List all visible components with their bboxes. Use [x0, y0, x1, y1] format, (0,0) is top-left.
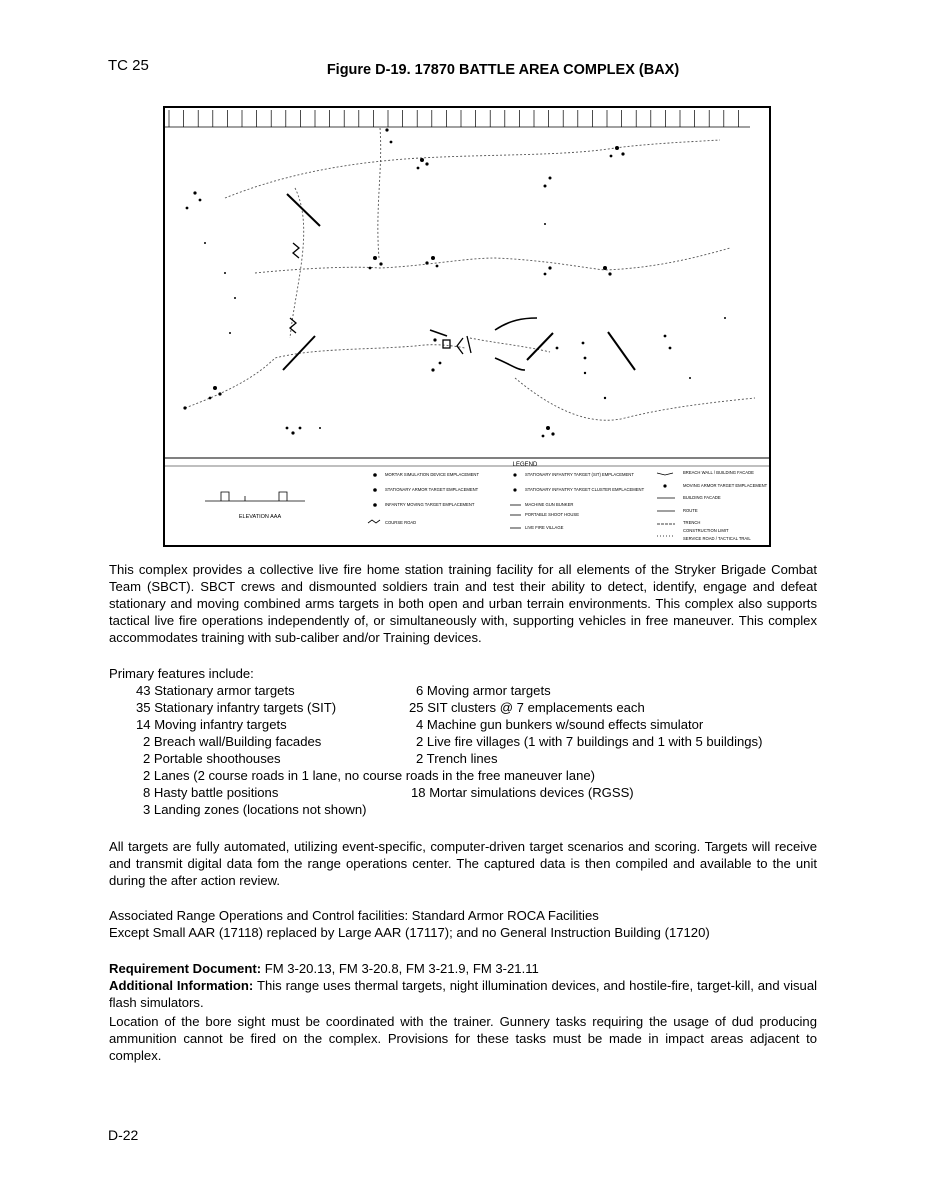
legend-item: PORTABLE SHOOT HOUSE	[525, 512, 579, 517]
feature-item: 8 Hasty battle positions	[143, 785, 279, 800]
feature-item: 35 Stationary infantry targets (SIT)	[136, 700, 337, 715]
legend-item: COURSE ROAD	[385, 520, 417, 525]
elevation-sketch	[205, 492, 305, 501]
additional-label: Additional Information:	[109, 978, 254, 993]
feature-item: 4 Machine gun bunkers w/sound effects simulator	[416, 717, 704, 732]
legend-item: MACHINE GUN BUNKER	[525, 502, 574, 507]
legend-item: TRENCH	[683, 520, 701, 525]
bunkers	[290, 243, 471, 354]
service-roads	[185, 128, 755, 420]
feature-item: 25 SIT clusters @ 7 emplacements each	[409, 700, 645, 715]
legend-item: BUILDING FACADE	[683, 495, 721, 500]
legend-title: LEGEND	[512, 462, 538, 468]
features-intro: Primary features include:	[109, 666, 254, 681]
legend-item: STATIONARY INFANTRY TARGET CLUSTER EMPLACEMENT	[525, 487, 645, 492]
feature-item: 6 Moving armor targets	[416, 683, 551, 698]
legend-item: LIVE FIRE VILLAGE	[525, 525, 564, 530]
associated-facilities	[109, 907, 817, 941]
legend-item: MOVING ARMOR TARGET EMPLACEMENT	[683, 483, 768, 488]
location-paragraph: Location of the bore sight must be coordinated with the trainer. Gunnery tasks requiring the usage of dud producing ammunition cannot be fired on the complex. Provisions for these tasks must be made in impact areas adjacent to complex.	[109, 1014, 817, 1063]
feature-item: 2 Trench lines	[416, 751, 498, 766]
requirement-label: Requirement Document:	[109, 961, 262, 976]
feature-item: 14 Moving infantry targets	[136, 717, 287, 732]
legend-item: SERVICE ROAD / TACTICAL TRAIL	[683, 536, 751, 541]
feature-item: 18 Mortar simulations devices (RGSS)	[411, 785, 634, 800]
feature-item: 2 Breach wall/Building facades	[143, 734, 322, 749]
range-map	[163, 106, 771, 547]
additional-text: This range uses thermal targets, night illumination devices, and hostile-fire, target-kill, and visual flash simulators.	[109, 978, 818, 1010]
feature-item: 2 Lanes (2 course roads in 1 lane, no course roads in the free maneuver lane)	[143, 768, 596, 783]
figure-title: Figure D-19. 17870 BATTLE AREA COMPLEX (BAX)	[326, 62, 680, 78]
feature-item: 43 Stationary armor targets	[136, 683, 295, 698]
targets-paragraph: All targets are fully automated, utilizing event-specific, computer-driven target scenarios and scoring. Targets will receive and transmit digital data fom the range operations center. The captured data is then compiled and available to the unit during the after action review.	[109, 839, 817, 888]
legend-texts	[385, 470, 768, 541]
elevation-label: ELEVATION AAA	[238, 514, 282, 520]
feature-item: 2 Portable shoothouses	[143, 751, 281, 766]
document-id: TC 25	[108, 57, 149, 74]
requirement-text: FM 3-20.13, FM 3-20.8, FM 3-21.9, FM 3-21.11	[261, 961, 539, 976]
additional-information	[109, 977, 817, 1011]
range-map-drawing	[165, 108, 769, 545]
legend-item: ROUTE	[683, 508, 698, 513]
legend-item: MORTAR SIMULATION DEVICE EMPLACEMENT	[385, 472, 479, 477]
assoc-line-1: Associated Range Operations and Control facilities: Standard Armor ROCA Facilities	[109, 908, 599, 923]
legend-item: STATIONARY INFANTRY TARGET (SIT) EMPLACEMENT	[525, 472, 634, 477]
moving-target-tracks	[430, 318, 537, 370]
legend-item: INFANTRY MOVING TARGET EMPLACEMENT	[385, 502, 475, 507]
legend-item: BREACH WALL / BUILDING FACADE	[683, 470, 754, 475]
legend-item: CONSTRUCTION LIMIT	[683, 528, 729, 533]
assoc-line-2: Except Small AAR (17118) replaced by Large AAR (17117); and no General Instruction Building (17120)	[109, 925, 710, 940]
target-clusters	[183, 128, 726, 437]
requirement-document	[109, 960, 817, 977]
intro-paragraph: This complex provides a collective live fire home station training facility for all elements of the Stryker Brigade Combat Team (SBCT). SBCT crews and dismounted soldiers train and test their ability to detect, identify, engage and defeat stationary and moving combined arms targets in both open and urban terrain environments. This complex also supports tactical live fire operations independently of, or simultaneously with, supporting vehicles in free maneuver. This complex accommodates training with sub-caliber and/or Training devices.	[109, 562, 817, 645]
ruler-ticks	[169, 110, 738, 127]
page-number: D-22	[108, 1127, 139, 1143]
legend-item: STATIONARY ARMOR TARGET EMPLACEMENT	[385, 487, 479, 492]
feature-item: 3 Landing zones (locations not shown)	[143, 802, 367, 817]
feature-item: 2 Live fire villages (1 with 7 buildings and 1 with 5 buildings)	[416, 734, 763, 749]
